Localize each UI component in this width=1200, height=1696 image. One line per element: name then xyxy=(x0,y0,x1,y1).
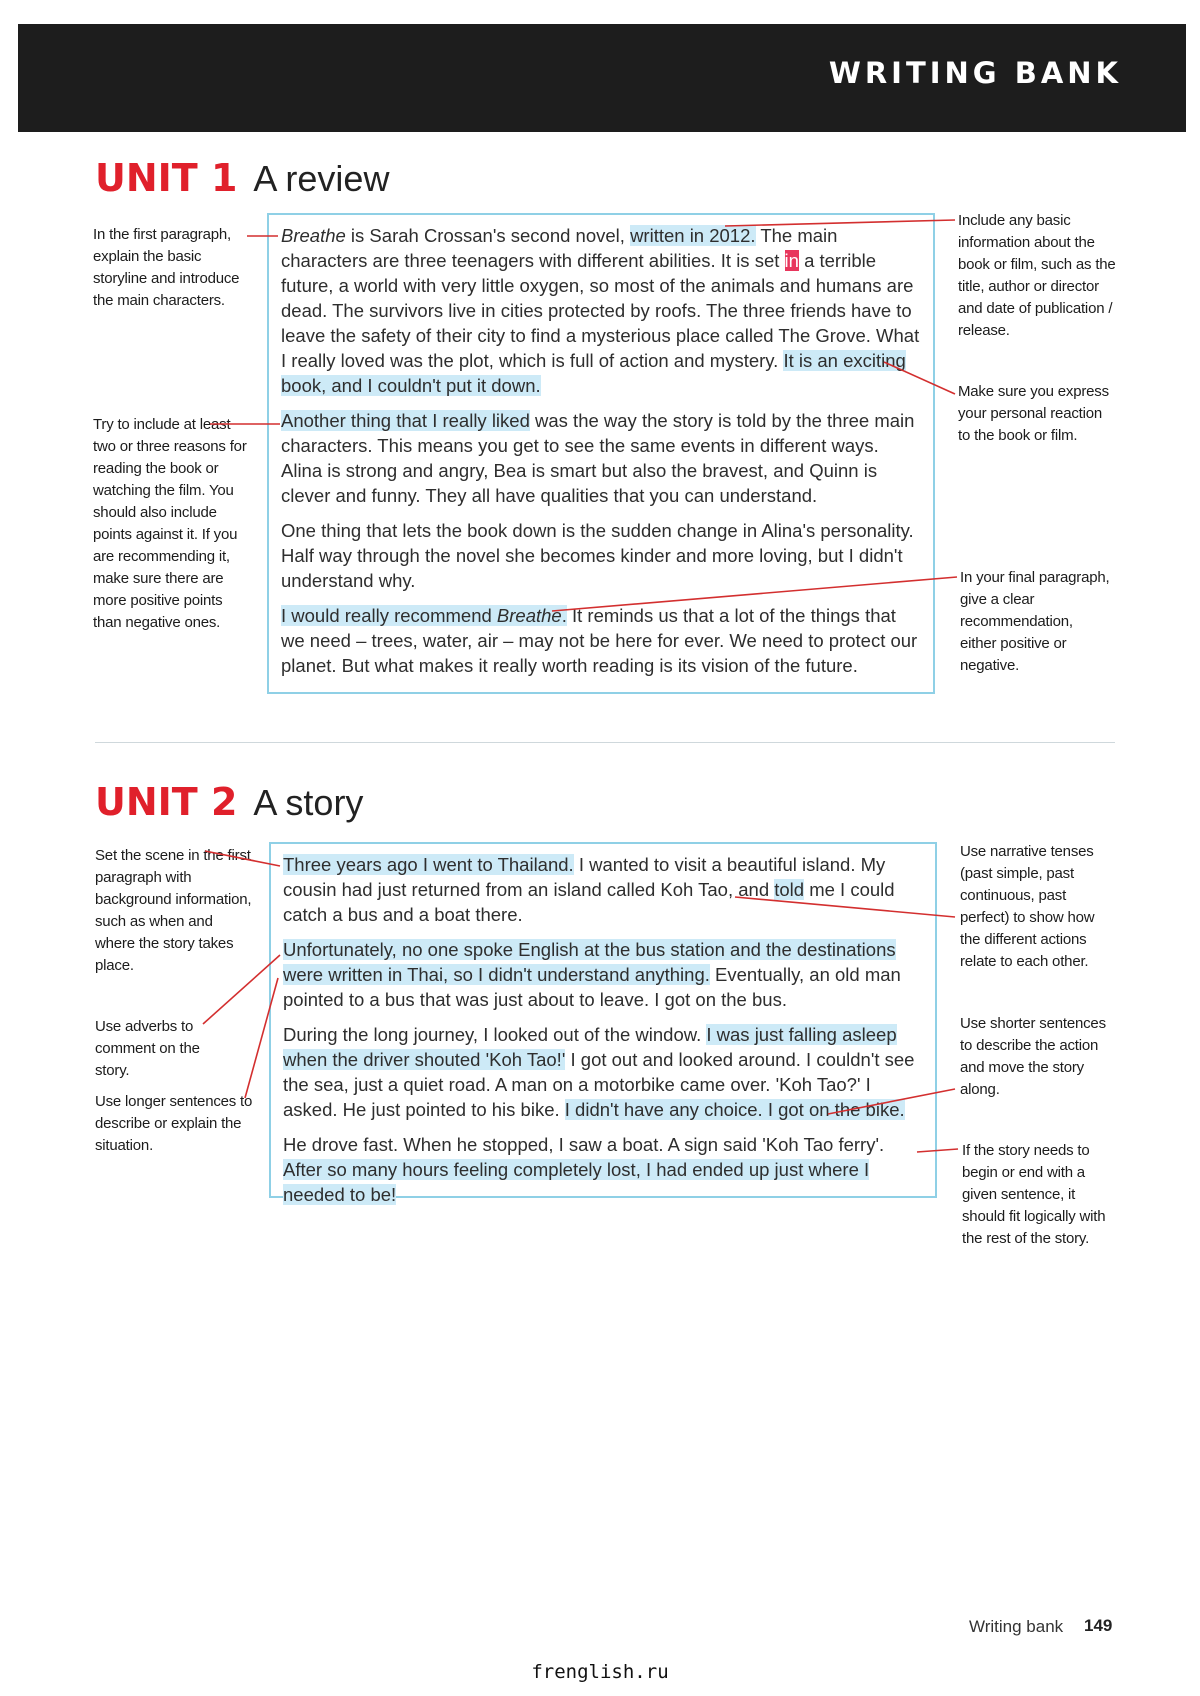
footer-section-label: Writing bank xyxy=(969,1617,1064,1636)
unit2-note-narrative-tenses: Use narrative tenses (past simple, past continuous, past perfect) to show how the different actions relate to each other. xyxy=(960,843,1095,970)
highlighted-phrase: After so many hours feeling completely lost, I had ended up just where I needed to be! xyxy=(283,1159,870,1205)
section-divider xyxy=(95,742,1115,743)
unit1-note-personal-reaction: Make sure you express your personal reaction to the book or film. xyxy=(958,383,1109,444)
highlighted-phrase: . xyxy=(561,605,567,626)
highlighted-phrase: written in 2012. xyxy=(630,225,756,246)
text-segment: I wanted to visit a beautiful island. My cousin had just returned from an island called Koh Tao, and xyxy=(283,854,886,900)
highlighted-phrase: I would really recommend xyxy=(281,605,497,626)
unit1-note-basic-info: Include any basic information about the book or film, such as the title, author or director and date of publication / release. xyxy=(958,212,1116,339)
unit2-heading xyxy=(95,780,363,824)
text-segment: One thing that lets the book down is the sudden change in Alina's personality. Half way through the novel she becomes kinder and more loving, but I didn't understand why. xyxy=(281,520,914,591)
unit2-paragraph xyxy=(283,937,923,1012)
unit1-paragraph xyxy=(281,408,921,508)
text-segment: The main characters are three teenagers with different abilities. It is set xyxy=(281,225,838,271)
unit2-title: A story xyxy=(253,782,364,823)
highlighted-phrase: It is an exciting book, and I couldn't put it down. xyxy=(281,350,906,396)
section-title: WRITING BANK xyxy=(828,56,1122,90)
unit2-story-text xyxy=(269,842,937,1205)
text-segment: During the long journey, I looked out of the window. xyxy=(283,1024,707,1045)
unit2-note-adverbs: Use adverbs to comment on the story. xyxy=(95,1018,200,1079)
highlighted-phrase: Three years ago I went to Thailand. xyxy=(283,854,574,875)
unit1-paragraph xyxy=(281,518,921,593)
text-segment: Breathe xyxy=(281,225,346,246)
text-segment: a terrible future, a world with very little oxygen, so most of the animals and humans are dead. The survivors live in cities protected by roofs. The three friends have to leave the safety of their city to find a mysterious place called The Grove. What I really loved was the plot, which is full of action and mystery. xyxy=(281,250,920,371)
header-bar xyxy=(18,24,1186,132)
text-segment: I got out and looked around. I couldn't see the sea, just a quiet road. A man on a motorbike came over. 'Koh Tao?' I asked. He just pointed to his bike. xyxy=(283,1049,915,1120)
unit2-number: UNIT 2 xyxy=(95,780,238,824)
unit2-note-shorter-sentences: Use shorter sentences to describe the action and move the story along. xyxy=(960,1015,1106,1098)
unit2-paragraph xyxy=(283,1132,923,1207)
page-number: 149 xyxy=(1084,1616,1113,1635)
highlighted-phrase: I didn't have any choice. I got on the bike. xyxy=(564,1099,905,1120)
highlighted-phrase: Breathe xyxy=(496,605,562,626)
highlighted-phrase: told xyxy=(774,879,805,900)
unit1-note-recommendation: In your final paragraph, give a clear recommendation, either positive or negative. xyxy=(960,569,1110,674)
text-segment: Eventually, an old man pointed to a bus that was just about to leave. I got on the bus. xyxy=(283,964,901,1010)
unit2-note-longer-sentences: Use longer sentences to describe or explain the situation. xyxy=(95,1093,253,1154)
text-segment: It reminds us that a lot of the things that we need – trees, water, air – may not be here for ever. We need to protect our planet. But what makes it really worth reading is its vision of the future. xyxy=(281,605,918,676)
site-watermark: frenglish.ru xyxy=(531,1661,669,1683)
unit2-note-given-sentence: If the story needs to begin or end with a given sentence, it should fit logically with the rest of the story. xyxy=(962,1142,1106,1247)
text-segment: is Sarah Crossan's second novel, xyxy=(345,225,631,246)
unit2-note-set-scene: Set the scene in the first paragraph with background information, such as when and where the story takes place. xyxy=(95,847,252,974)
unit1-note-reasons: Try to include at least two or three reasons for reading the book or watching the film. You should also include points against it. If you are recommending it, make sure there are more positive points than negative ones. xyxy=(93,416,247,631)
unit1-paragraph xyxy=(281,223,921,398)
unit1-title: A review xyxy=(253,158,390,199)
text-segment: He drove fast. When he stopped, I saw a boat. A sign said 'Koh Tao ferry'. xyxy=(283,1134,885,1155)
highlighted-phrase: I was just falling asleep when the driver shouted 'Koh Tao!' xyxy=(283,1024,897,1070)
unit1-number: UNIT 1 xyxy=(95,156,238,200)
text-segment: me I could catch a bus and a boat there. xyxy=(283,879,895,925)
unit1-paragraph xyxy=(281,603,921,678)
text-segment: was the way the story is told by the three main characters. This means you get to see the same events in different ways. Alina is strong and angry, Bea is smart but also the bravest, and Quinn is clever and funny. They all have qualities that you can understand. xyxy=(281,410,915,506)
unit1-note-first-paragraph: In the first paragraph, explain the basic storyline and introduce the main characters. xyxy=(93,226,240,309)
unit1-heading xyxy=(95,156,389,200)
highlighted-phrase: in xyxy=(784,250,799,271)
unit1-review-text xyxy=(267,213,935,694)
unit2-paragraph xyxy=(283,852,923,927)
highlighted-phrase: Unfortunately, no one spoke English at the bus station and the destinations were written in Thai, so I didn't understand anything. xyxy=(283,939,896,985)
unit2-paragraph xyxy=(283,1022,923,1122)
highlighted-phrase: Another thing that I really liked xyxy=(281,410,530,431)
